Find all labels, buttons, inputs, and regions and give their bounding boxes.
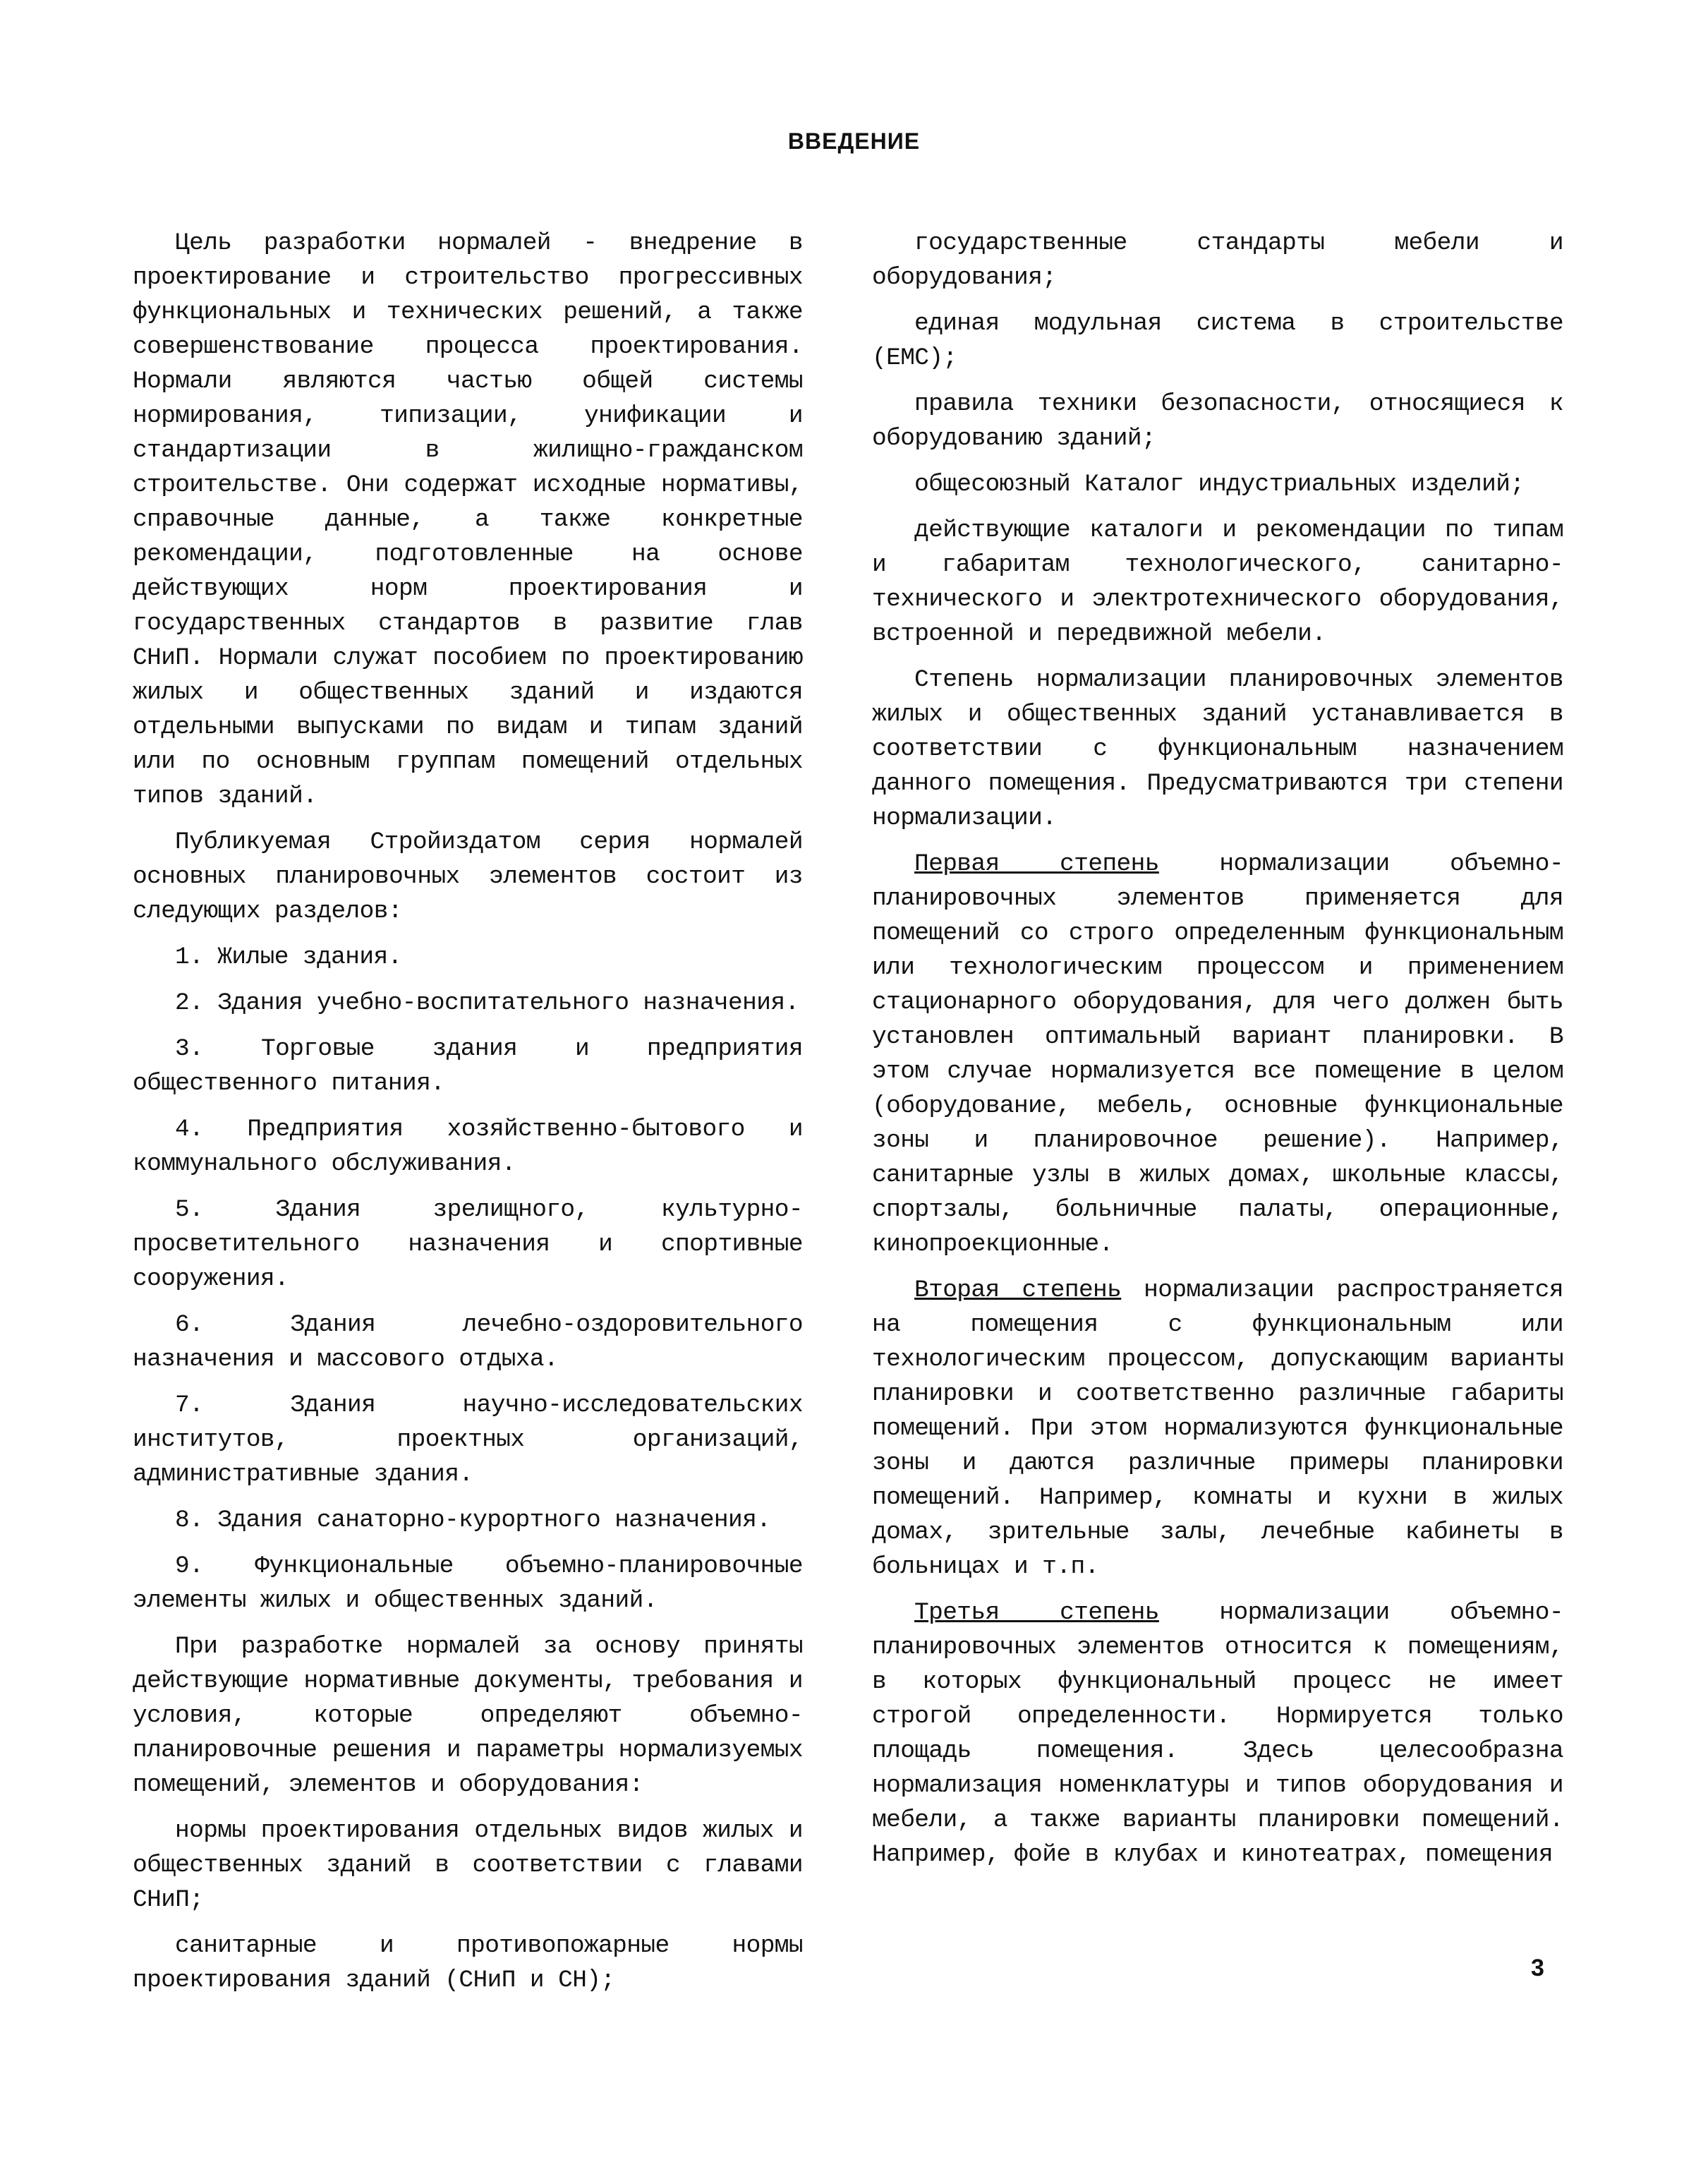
term-first-degree: Первая степень [914, 850, 1159, 878]
list-item: 2. Здания учебно-воспитательного назначения. [175, 989, 799, 1017]
paragraph-third-degree [872, 1595, 1563, 1872]
list-item: 6. Здания лечебно-оздоровительного назначения и массового отдыха. [133, 1311, 803, 1373]
term-second-degree: Вторая степень [914, 1276, 1122, 1304]
page-title: ВВЕДЕНИЕ [787, 128, 921, 154]
paragraph-text: нормализации объемно-планировочных элементов применяется для помещений со строго определенным функциональным или технологическим процессом и применением стационарного оборудования, для чего должен быть установлен оптимальный вариант планировки. В этом случае нормализуется все помещение в целом (оборудование, мебель, основные функциональные зоны и планировочное решение). Например, санитарные узлы в жилых домах, школьные классы, спортзалы, больничные палаты, операционные, кинопроекционные. [872, 850, 1563, 1258]
paragraph-text: нормализации объемно-планировочных элементов относится к помещениям, в которых функциональный процесс не имеет строгой определенности. Нормируется только площадь помещения. Здесь целесообразна нормализация номенклатуры и типов оборудования и мебели, а также варианты планировки помещений. Например, фойе в клубах и кинотеатрах, помещения [872, 1599, 1563, 1869]
right-column [872, 226, 1563, 1883]
paragraph: При разработке нормалей за основу приняты действующие нормативные документы, требования и условия, которые определяют объемно-планировочные решения и параметры нормализуемых помещений, элементов и оборудования: [133, 1633, 803, 1799]
page-number: 3 [1531, 1955, 1544, 1981]
paragraph-first-degree [872, 847, 1563, 1262]
paragraph: Цель разработки нормалей - внедрение в проектирование и строительство прогрессивных функциональных и технических решений, а также совершенствование процесса проектирования. Нормали являются частью общей системы нормирования, типизации, унификации и стандартизации в жилищно-гражданском строительстве. Они содержат исходные нормативы, справочные данные, а также конкретные рекомендации, подготовленные на основе действующих норм проектирования и государственных стандартов в развитие глав СНиП. Нормали служат пособием по проектированию жилых и общественных зданий и издаются отдельными выпусками по видам и типам зданий или по основным группам помещений отдельных типов зданий. [133, 229, 803, 810]
paragraph: действующие каталоги и рекомендации по типам и габаритам технологического, санитарно-технического и электротехнического оборудования, встроенной и передвижной мебели. [872, 517, 1563, 648]
list-item: 1. Жилые здания. [175, 943, 402, 971]
paragraph: Степень нормализации планировочных элементов жилых и общественных зданий устанавливается в соответствии с функциональным назначением данного помещения. Предусматриваются три степени нормализации. [872, 666, 1563, 832]
paragraph-second-degree [872, 1273, 1563, 1584]
paragraph-text: нормализации распространяется на помещения с функциональным или технологическим процессом, допускающим варианты планировки и соответственно различные габариты помещений. При этом нормализуются функциональные зоны и даются различные примеры планировки помещений. Например, комнаты и кухни в жилых домах, зрительные залы, лечебные кабинеты в больницах и т.п. [872, 1276, 1563, 1581]
paragraph: государственные стандарты мебели и оборудования; [872, 229, 1563, 291]
paragraph: Публикуемая Стройиздатом серия нормалей основных планировочных элементов состоит из следующих разделов: [133, 828, 803, 925]
list-item: 7. Здания научно-исследовательских институтов, проектных организаций, административные здания. [133, 1392, 803, 1488]
list-item: 9. Функциональные объемно-планировочные элементы жилых и общественных зданий. [133, 1552, 803, 1614]
paragraph: единая модульная система в строительстве (ЕМС); [872, 310, 1563, 372]
list-item: 8. Здания санаторно-курортного назначения. [175, 1507, 771, 1534]
term-third-degree: Третья степень [914, 1599, 1159, 1626]
list-item: 4. Предприятия хозяйственно-бытового и коммунального обслуживания. [133, 1116, 803, 1178]
left-column [133, 226, 803, 2009]
paragraph: нормы проектирования отдельных видов жилых и общественных зданий в соответствии с главами СНиП; [133, 1817, 803, 1914]
paragraph: правила техники безопасности, относящиеся к оборудованию зданий; [872, 390, 1563, 452]
list-item: 5. Здания зрелищного, культурно-просветительного назначения и спортивные сооружения. [133, 1196, 803, 1293]
paragraph: общесоюзный Каталог индустриальных изделий; [914, 471, 1525, 498]
list-item: 3. Торговые здания и предприятия общественного питания. [133, 1035, 803, 1097]
paragraph: санитарные и противопожарные нормы проектирования зданий (СНиП и СН); [133, 1932, 803, 1994]
